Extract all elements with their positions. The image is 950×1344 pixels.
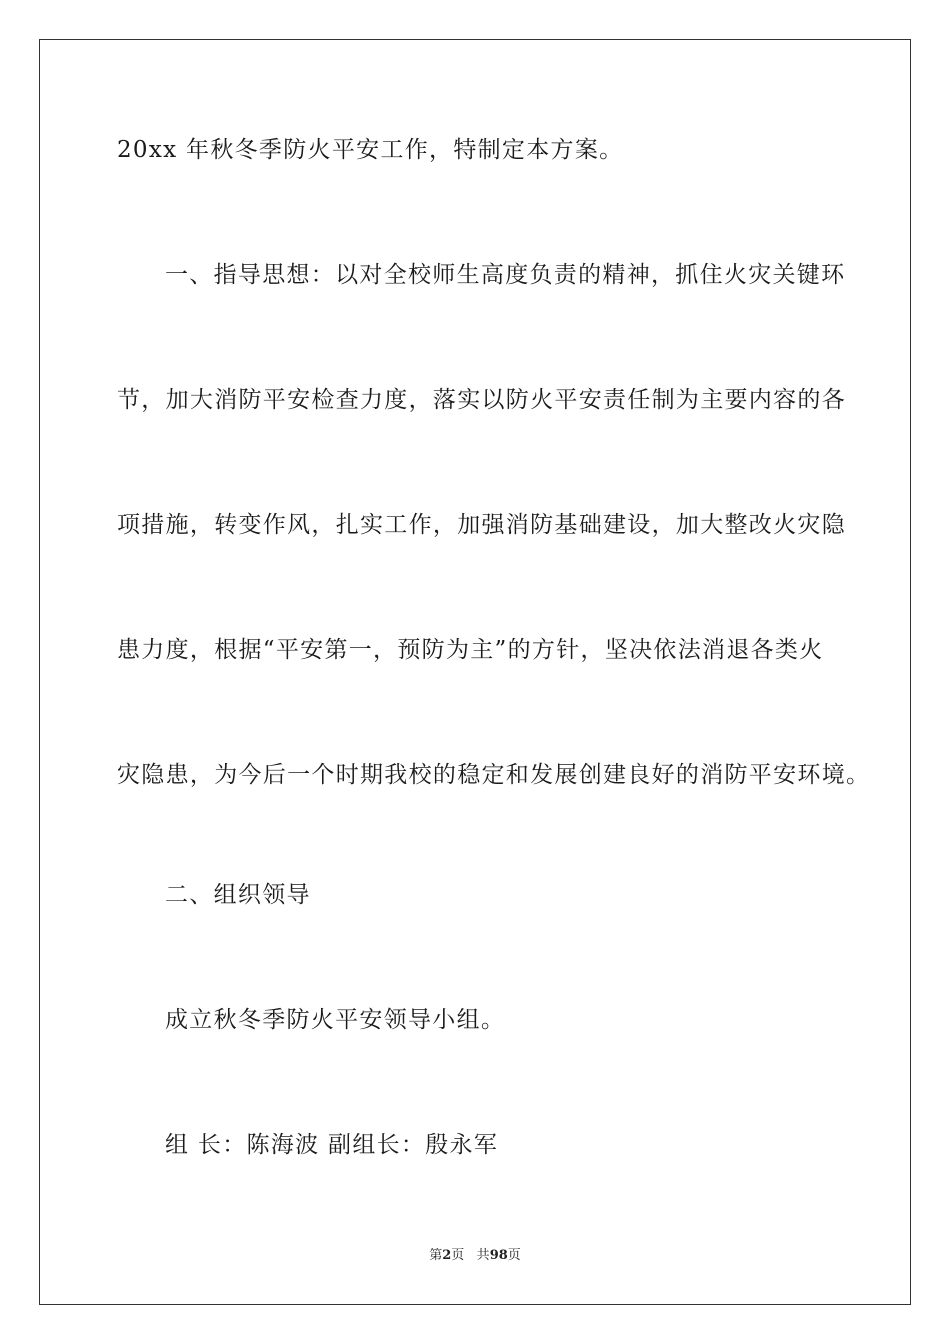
page-border [39, 39, 911, 1305]
footer-page-prefix: 第 [429, 1248, 443, 1263]
paragraph-line-6: 灾隐患，为今后一个时期我校的稳定和发展创建良好的消防平安环境。 [117, 762, 871, 788]
section-heading-organization: 二、组织领导 [165, 882, 311, 908]
paragraph-line-3: 节，加大消防平安检查力度，落实以防火平安责任制为主要内容的各 [117, 387, 846, 413]
paragraph-line-1: 20xx 年秋冬季防火平安工作，特制定本方案。 [117, 137, 624, 163]
paragraph-line-5: 患力度，根据“平安第一，预防为主”的方针，坚决依法消退各类火 [117, 637, 824, 663]
paragraph-line-8: 成立秋冬季防火平安领导小组。 [165, 1007, 506, 1033]
footer-total-pages: 98 [489, 1248, 508, 1263]
page-footer [0, 1247, 950, 1265]
paragraph-line-9: 组 长：陈海波 副组长：殷永军 [165, 1132, 499, 1158]
footer-page-suffix: 页 [451, 1248, 465, 1263]
section-heading-guiding-thought: 一、指导思想：以对全校师生高度负责的精神，抓住火灾关键环 [165, 262, 846, 288]
paragraph-line-4: 项措施，转变作风，扎实工作，加强消防基础建设，加大整改火灾隐 [117, 512, 846, 538]
footer-page-number: 2 [442, 1248, 452, 1263]
footer-total-prefix: 共 [476, 1248, 490, 1263]
footer-total-suffix: 页 [507, 1248, 521, 1263]
